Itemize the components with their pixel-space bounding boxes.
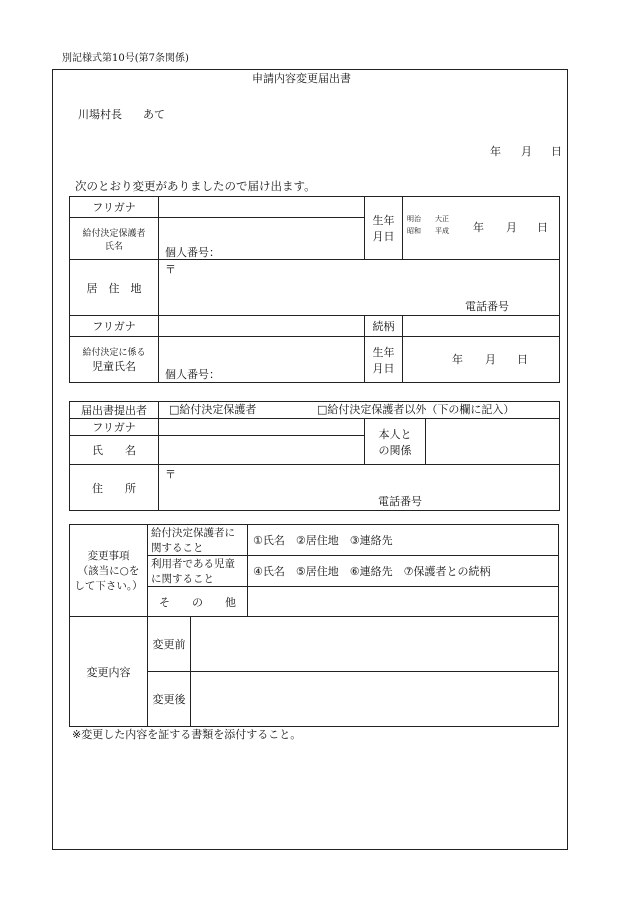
relation-label-2: の関係 (378, 443, 412, 457)
guardian-name-label (70, 218, 159, 260)
birth-month: 月 (506, 221, 517, 234)
addressee-suffix: あて (143, 108, 165, 121)
change-items-label (70, 525, 148, 617)
option-other-checkbox[interactable]: □給付決定保護者以外（下の欄に記入） (317, 403, 515, 416)
user-row-label (148, 556, 248, 587)
guardian-options[interactable] (248, 525, 559, 556)
birth-year: 年 (473, 221, 484, 234)
guardian-row-2: 関すること (151, 542, 204, 554)
submitter-furigana-text: フリガナ (92, 421, 136, 434)
change-content-label (70, 617, 148, 727)
guardian-row-label (148, 525, 248, 556)
relationship-label-text: 続柄 (372, 320, 395, 333)
era-meiji: 明治 (407, 215, 421, 223)
child-furigana-field[interactable] (159, 316, 365, 337)
other-row-text: そ の 他 (159, 595, 236, 609)
address-field[interactable] (159, 260, 560, 316)
birth-label-1: 生年 (372, 214, 395, 227)
after-field[interactable] (191, 672, 559, 727)
change-items-3: して下さい。） (74, 580, 143, 592)
user-options-text: ④氏名 ⑤居住地 ⑥連絡先 ⑦保護者との続柄 (253, 565, 491, 578)
submitter-name-text: 氏 名 (92, 444, 136, 457)
submitter-table (69, 401, 560, 511)
guardian-name-field[interactable] (159, 218, 365, 260)
submitter-name-field[interactable] (159, 436, 365, 465)
era-showa: 昭和 (407, 227, 421, 235)
child-birth-month: 月 (485, 353, 496, 366)
address-label-text: 居 住 地 (86, 281, 142, 295)
submitter-name-label (70, 436, 159, 465)
relationship-label (365, 316, 403, 337)
kojin-bango-label-2: 個人番号： (165, 368, 220, 381)
after-text: 変更後 (152, 693, 186, 706)
era-heisei: 平成 (435, 227, 449, 235)
date-day: 日 (551, 145, 562, 158)
guardian-label-1: 給付決定保護者 (82, 228, 146, 239)
change-items-1: 変更事項 (87, 550, 130, 562)
guardian-furigana-field[interactable] (159, 197, 365, 218)
guardian-row-1: 給付決定保護者に (151, 527, 235, 539)
child-birth-label (365, 337, 403, 383)
child-label-2: 児童氏名 (92, 360, 136, 373)
user-options[interactable] (248, 556, 559, 587)
date-year: 年 (490, 145, 501, 158)
applicant-table (69, 196, 560, 383)
submitter-label-text: 届出書提出者 (81, 404, 147, 417)
kojin-bango-label: 個人番号： (165, 246, 220, 259)
guardian-options-text: ①氏名 ②居住地 ③連絡先 (253, 534, 393, 547)
before-label (148, 617, 191, 672)
address-label (70, 260, 159, 316)
addressee: 川場村長 (78, 108, 122, 121)
footnote: ※変更した内容を証する書類を添付すること。 (72, 728, 302, 741)
change-content-text: 変更内容 (86, 665, 131, 679)
option-guardian-checkbox[interactable]: □給付決定保護者 (169, 403, 257, 416)
date-month: 月 (521, 145, 532, 158)
before-text: 変更前 (152, 638, 186, 651)
child-name-label (70, 337, 159, 383)
child-birth-label-2: 月日 (372, 361, 395, 375)
intro-text: 次のとおり変更がありましたので届け出ます。 (75, 179, 316, 193)
child-birth-day: 日 (517, 353, 528, 366)
after-label (148, 672, 191, 727)
furigana-label-2 (70, 316, 159, 337)
change-items-2: （該当に○を (77, 565, 140, 577)
guardian-label-2: 氏名 (104, 241, 123, 252)
birth-day: 日 (537, 221, 548, 234)
postal-mark: 〒 (165, 263, 176, 276)
change-table (69, 524, 559, 727)
relation-label (365, 419, 426, 465)
user-row-1: 利用者である児童 (151, 558, 235, 570)
form-reference: 別記様式第10号(第7条関係) (62, 53, 189, 64)
other-field[interactable] (248, 587, 559, 617)
child-label-1: 給付決定に係る (82, 348, 146, 358)
user-row-2: に関すること (151, 573, 214, 585)
relation-field[interactable] (426, 419, 560, 465)
document-title: 申請内容変更届出書 (252, 72, 351, 85)
birth-label-2: 月日 (372, 230, 395, 243)
guardian-birthdate-field[interactable] (403, 197, 560, 260)
submitter-address-text: 住 所 (92, 481, 136, 495)
furigana-text-2: フリガナ (92, 320, 136, 333)
submitter-address-label (70, 465, 159, 511)
submitter-postal-mark: 〒 (165, 468, 176, 481)
relationship-field[interactable] (403, 316, 560, 337)
child-birth-label-1: 生年 (372, 345, 395, 359)
relation-label-1: 本人と (378, 427, 412, 441)
child-birth-year: 年 (452, 353, 463, 366)
before-field[interactable] (191, 617, 559, 672)
submitter-furigana-field[interactable] (159, 419, 365, 436)
birth-label (365, 197, 403, 260)
furigana-text: フリガナ (92, 201, 136, 214)
submitter-address-field[interactable] (159, 465, 560, 511)
submitter-options (159, 402, 560, 419)
other-row-label (148, 587, 248, 617)
phone-label: 電話番号 (465, 300, 509, 313)
submitter-furigana-label (70, 419, 159, 436)
furigana-label (70, 197, 159, 218)
submitter-phone-label: 電話番号 (378, 495, 422, 508)
child-name-field[interactable] (159, 337, 365, 383)
submitter-label (70, 402, 159, 419)
era-taisho: 大正 (435, 215, 449, 223)
child-birthdate-field[interactable] (403, 337, 560, 383)
